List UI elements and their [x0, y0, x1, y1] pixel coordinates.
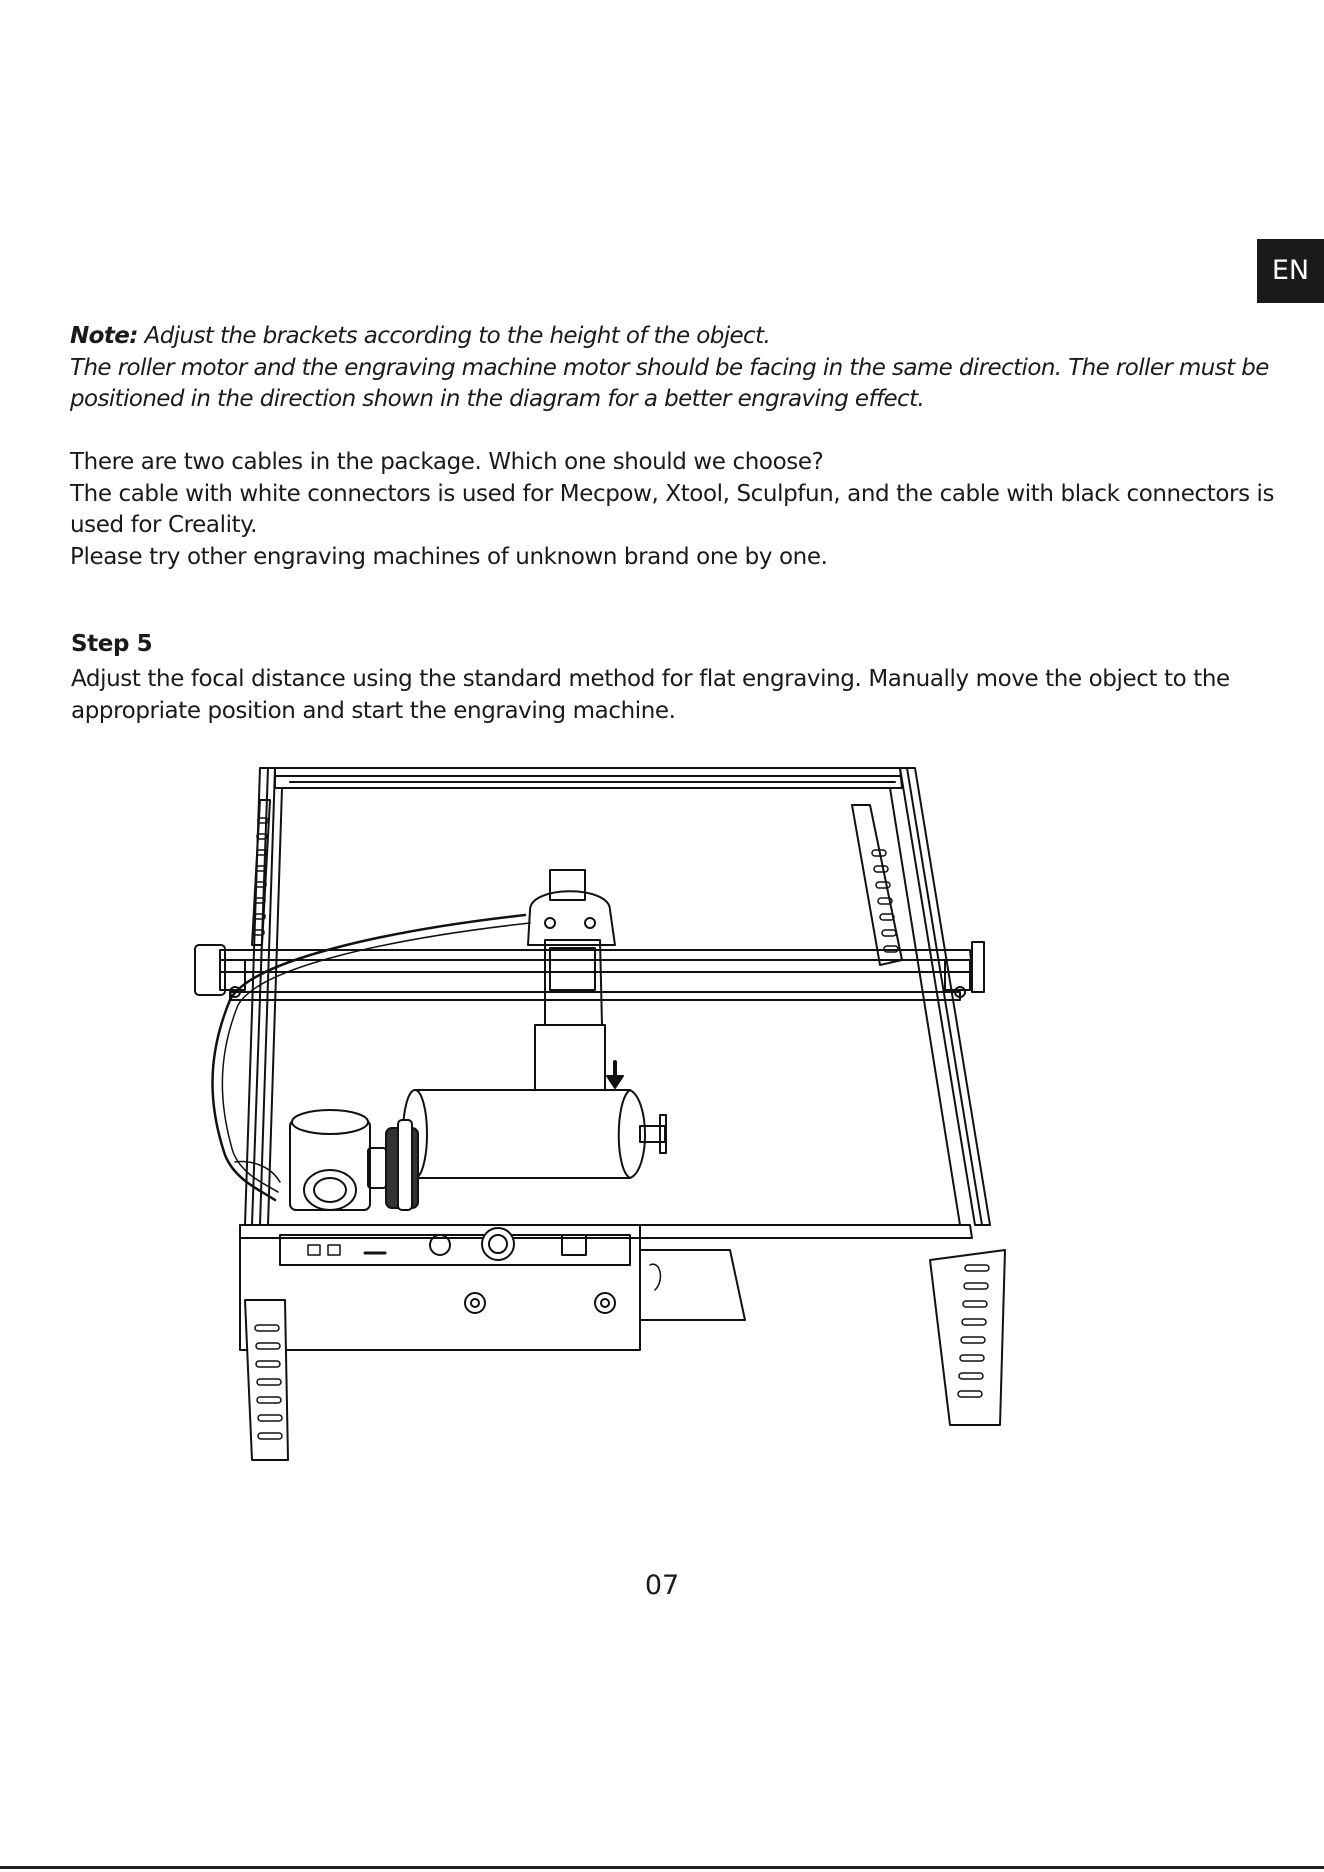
front-right-leg	[930, 1250, 1005, 1425]
note-block	[70, 321, 1280, 416]
back-rail	[275, 768, 902, 788]
cables-other: Please try other engraving machines of unknown brand one by one.	[70, 543, 828, 570]
roller-base	[640, 1250, 745, 1320]
down-arrow-icon	[607, 1062, 623, 1088]
note-label: Note:	[70, 323, 138, 349]
right-rail	[890, 768, 990, 1225]
back-right-leg	[852, 805, 902, 965]
left-rail	[245, 768, 282, 1225]
step-text: Adjust the focal distance using the standard method for flat engraving. Manually move the object to the appropriate position and start the engraving machine.	[71, 666, 1230, 724]
note-line-2: The roller motor and the engraving machine motor should be facing in the same direction. The roller must be positioned in the direction shown in the diagram for a better engraving effect.	[70, 354, 1269, 412]
roller-motor	[290, 1110, 418, 1210]
page-number: 07	[644, 1570, 680, 1601]
roller-cylinder	[403, 1090, 666, 1178]
note-line-1	[70, 321, 1280, 353]
bottom-rule	[0, 1866, 1324, 1869]
language-tab: EN	[1257, 239, 1324, 303]
cables-question: There are two cables in the package. Which one should we choose?	[70, 449, 824, 475]
step-title: Step 5	[71, 631, 153, 657]
cables-answer: The cable with white connectors is used for Mecpow, Xtool, Sculpfun, and the cable with black connectors is used for Creality.	[70, 480, 1275, 538]
x-gantry	[195, 942, 984, 1000]
front-control-box	[240, 1225, 972, 1350]
engraver-roller-illustration	[190, 760, 1020, 1470]
cables-block	[70, 447, 1280, 573]
note-text-1: Adjust the brackets according to the height of the object.	[144, 323, 771, 349]
front-left-leg	[245, 1300, 288, 1460]
